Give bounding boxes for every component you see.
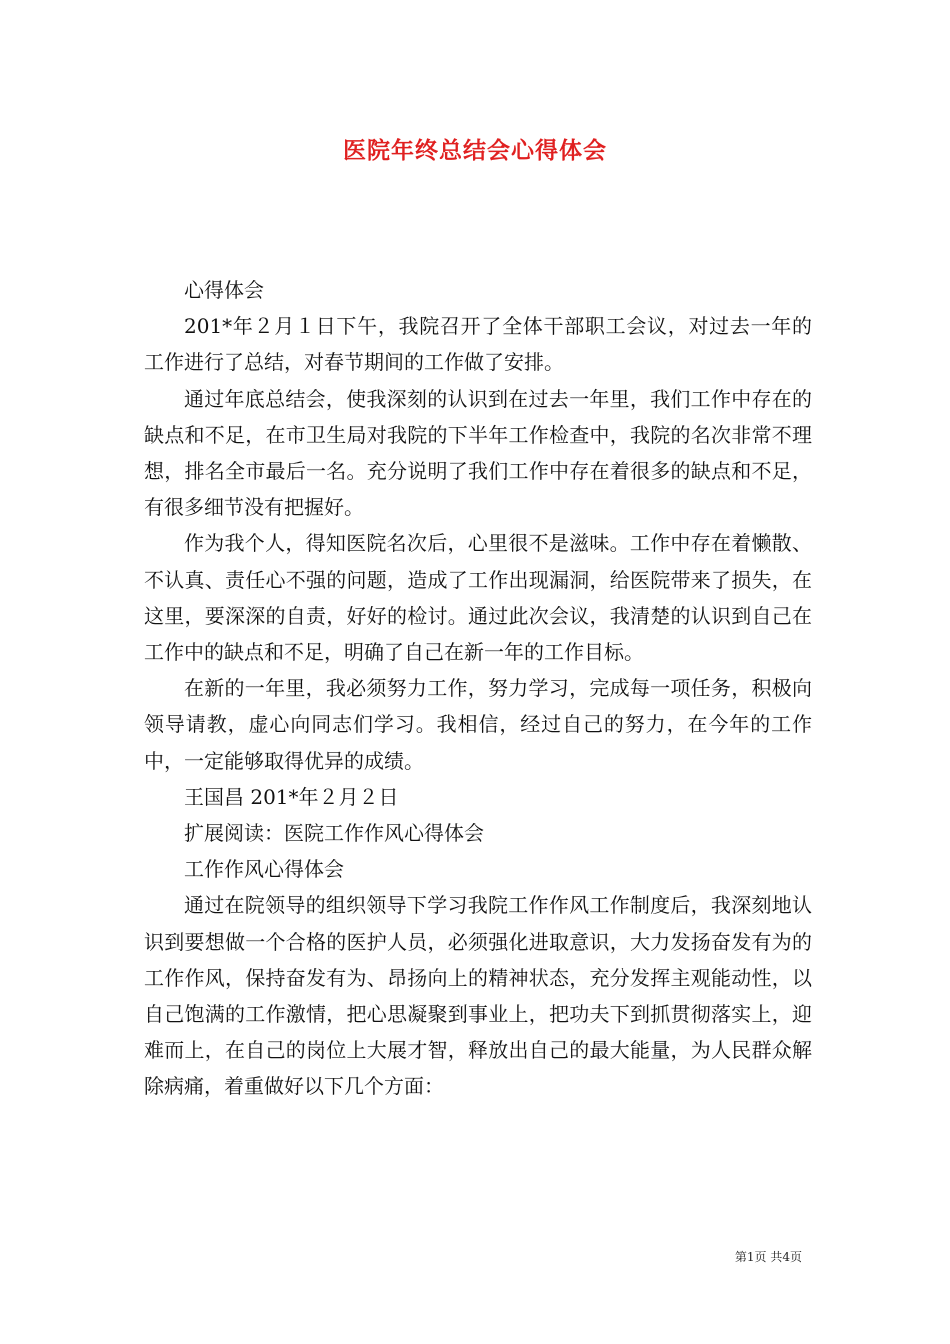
paragraph-new-year-goals: 在新的一年里，我必须努力工作，努力学习，完成每一项任务，积极向领导请教，虚心向同志们学习。我相信，经过自己的努力，在今年的工作中，一定能够取得优异的成绩。 bbox=[144, 676, 812, 773]
document-title: 医院年终总结会心得体会 bbox=[343, 137, 607, 164]
paragraph-extended-reading: 扩展阅读：医院工作作风心得体会 bbox=[184, 821, 484, 846]
paragraph-work-style: 通过在院领导的组织领导下学习我院工作作风工作制度后，我深刻地认识到要想做一个合格的医护人员，必须强化进取意识，大力发扬奋发有为的工作作风，保持奋发有为、昂扬向上的精神状态，充分发挥主观能动性，以自己饱满的工作激情，把心思凝聚到事业上，把功夫下到抓贯彻落实上，迎难而上，在自己的岗位上大展才智，释放出自己的最大能量，为人民群众解除病痛，着重做好以下几个方面： bbox=[144, 893, 812, 1099]
paragraph-meeting-intro: 201*年２月１日下午，我院召开了全体干部职工会议，对过去一年的工作进行了总结，对春节期间的工作做了安排。 bbox=[144, 314, 812, 375]
document-body bbox=[144, 272, 812, 1105]
paragraph-signature: 王国昌 201*年２月２日 bbox=[184, 784, 399, 809]
page-number-label: 第1页 共4页 bbox=[734, 1250, 802, 1264]
paragraph-heading: 心得体会 bbox=[184, 278, 264, 302]
paragraph-subtitle: 工作作风心得体会 bbox=[184, 857, 344, 882]
paragraph-shortcomings: 通过年底总结会，使我深刻的认识到在过去一年里，我们工作中存在的缺点和不足，在市卫生局对我院的下半年工作检查中，我院的名次非常不理想，排名全市最后一名。充分说明了我们工作中存在着很多的缺点和不足，有很多细节没有把握好。 bbox=[144, 386, 812, 520]
page-number bbox=[735, 1248, 802, 1265]
paragraph-self-reflection: 作为我个人，得知医院名次后，心里很不是滋味。工作中存在着懒散、不认真、责任心不强的问题，造成了工作出现漏洞，给医院带来了损失，在这里，要深深的自责，好好的检讨。通过此次会议，我清楚的认识到自己在工作中的缺点和不足，明确了自己在新一年的工作目标。 bbox=[144, 531, 812, 665]
